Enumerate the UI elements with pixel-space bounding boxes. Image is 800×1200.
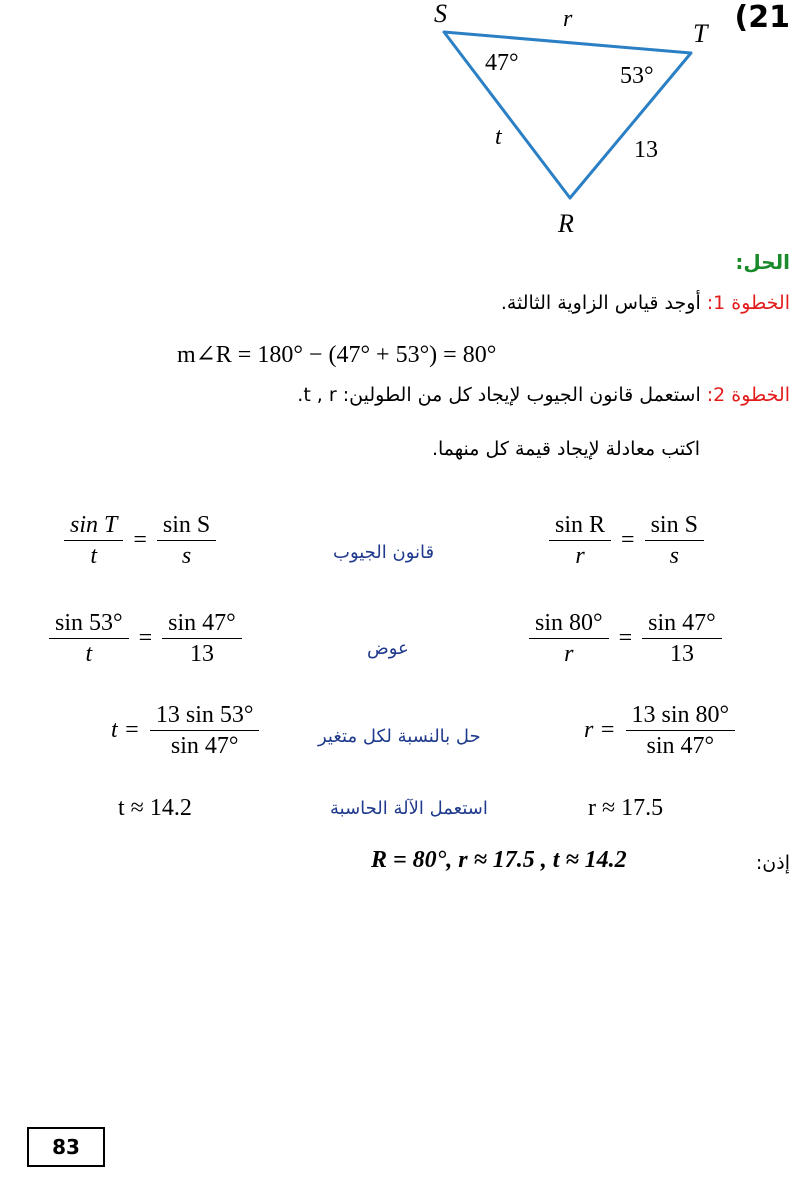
fraction — [549, 510, 611, 571]
angle-t-label: 53° — [620, 63, 654, 89]
row-1-left-equation: $\frac{\text{sin T}}{t}$ = $\frac{\text{sin S}}{s}$ — [60, 510, 220, 571]
denominator: t — [85, 641, 93, 667]
denominator: r — [564, 641, 574, 667]
numerator: sin 47° — [162, 608, 242, 639]
step-1-label: الخطوة 1: — [706, 292, 790, 314]
fraction — [626, 700, 736, 761]
denominator: s — [669, 543, 679, 569]
fraction — [157, 510, 216, 571]
angle-s-label: 47° — [485, 50, 519, 76]
denominator: 13 — [189, 641, 214, 667]
conclusion-label: إذن: — [755, 852, 790, 874]
row-1-label: قانون الجيوب — [333, 542, 435, 563]
row-3-label: حل بالنسبة لكل متغير — [318, 726, 481, 747]
side-sr-label: t — [495, 124, 502, 150]
denominator: 13 — [669, 641, 694, 667]
step-2-label: الخطوة 2: — [706, 384, 790, 406]
solution-heading: الحل: — [735, 250, 790, 274]
row-4-left-result: t ≈ 14.2 — [118, 795, 192, 821]
numerator: sin 80° — [529, 608, 609, 639]
fraction — [64, 510, 123, 571]
step-1-line — [501, 292, 790, 314]
numerator: 13 sin 53° — [150, 700, 260, 731]
row-2-right-equation: $\frac{\sin 80^\circ}{r}$ = $\frac{\sin 47^\circ}{13}$ — [525, 608, 726, 669]
row-2-label: عوض — [367, 638, 409, 659]
side-st-label: r — [563, 6, 573, 32]
numerator: sin R — [549, 510, 611, 541]
denominator: s — [181, 543, 192, 569]
side-tr-label: 13 — [634, 137, 658, 163]
numerator: 13 sin 80° — [626, 700, 736, 731]
vertex-s-label: S — [434, 0, 447, 28]
denominator: t — [90, 543, 98, 569]
fraction — [645, 510, 704, 571]
page-number: 83 — [27, 1127, 105, 1167]
variable: r = — [584, 717, 616, 743]
step-1-equation: m∠R = 180° − (47° + 53°) = 80° — [177, 342, 497, 368]
row-1-right-equation: $\frac{\text{sin R}}{r}$ = $\frac{\text{sin S}}{s}$ — [545, 510, 708, 571]
numerator: sin S — [645, 510, 704, 541]
row-3-left-equation — [105, 700, 263, 761]
numerator: sin 47° — [642, 608, 722, 639]
fraction — [162, 608, 242, 669]
variable: t = — [111, 717, 140, 743]
step-2-subtext: اكتب معادلة لإيجاد قيمة كل منهما. — [431, 438, 700, 460]
row-3-right-equation — [578, 700, 739, 761]
numerator: sin 53° — [49, 608, 129, 639]
problem-number: (21 — [734, 0, 790, 35]
step-2-line — [297, 384, 790, 406]
triangle-diagram — [420, 0, 720, 240]
conclusion-result: R = 80°, r ≈ 17.5 , t ≈ 14.2 — [371, 847, 627, 873]
fraction — [529, 608, 609, 669]
triangle-shape — [444, 32, 691, 198]
denominator: r — [575, 543, 585, 569]
row-4-right-result: r ≈ 17.5 — [588, 795, 664, 821]
step-2-text: استعمل قانون الجيوب لإيجاد كل من الطولين: t , r. — [297, 384, 707, 406]
denominator: sin 47° — [170, 733, 239, 759]
fraction — [642, 608, 722, 669]
fraction — [49, 608, 129, 669]
vertex-t-label: T — [693, 19, 708, 48]
numerator: sin S — [157, 510, 216, 541]
vertex-r-label: R — [558, 209, 574, 238]
step-1-text: أوجد قياس الزاوية الثالثة. — [500, 292, 707, 314]
numerator: sin T — [64, 510, 123, 541]
row-4-label: استعمل الآلة الحاسبة — [330, 798, 488, 819]
row-2-left-equation: $\frac{\sin 53^\circ}{t}$ = $\frac{\sin 47^\circ}{13}$ — [45, 608, 246, 669]
fraction — [150, 700, 260, 761]
denominator: sin 47° — [646, 733, 715, 759]
